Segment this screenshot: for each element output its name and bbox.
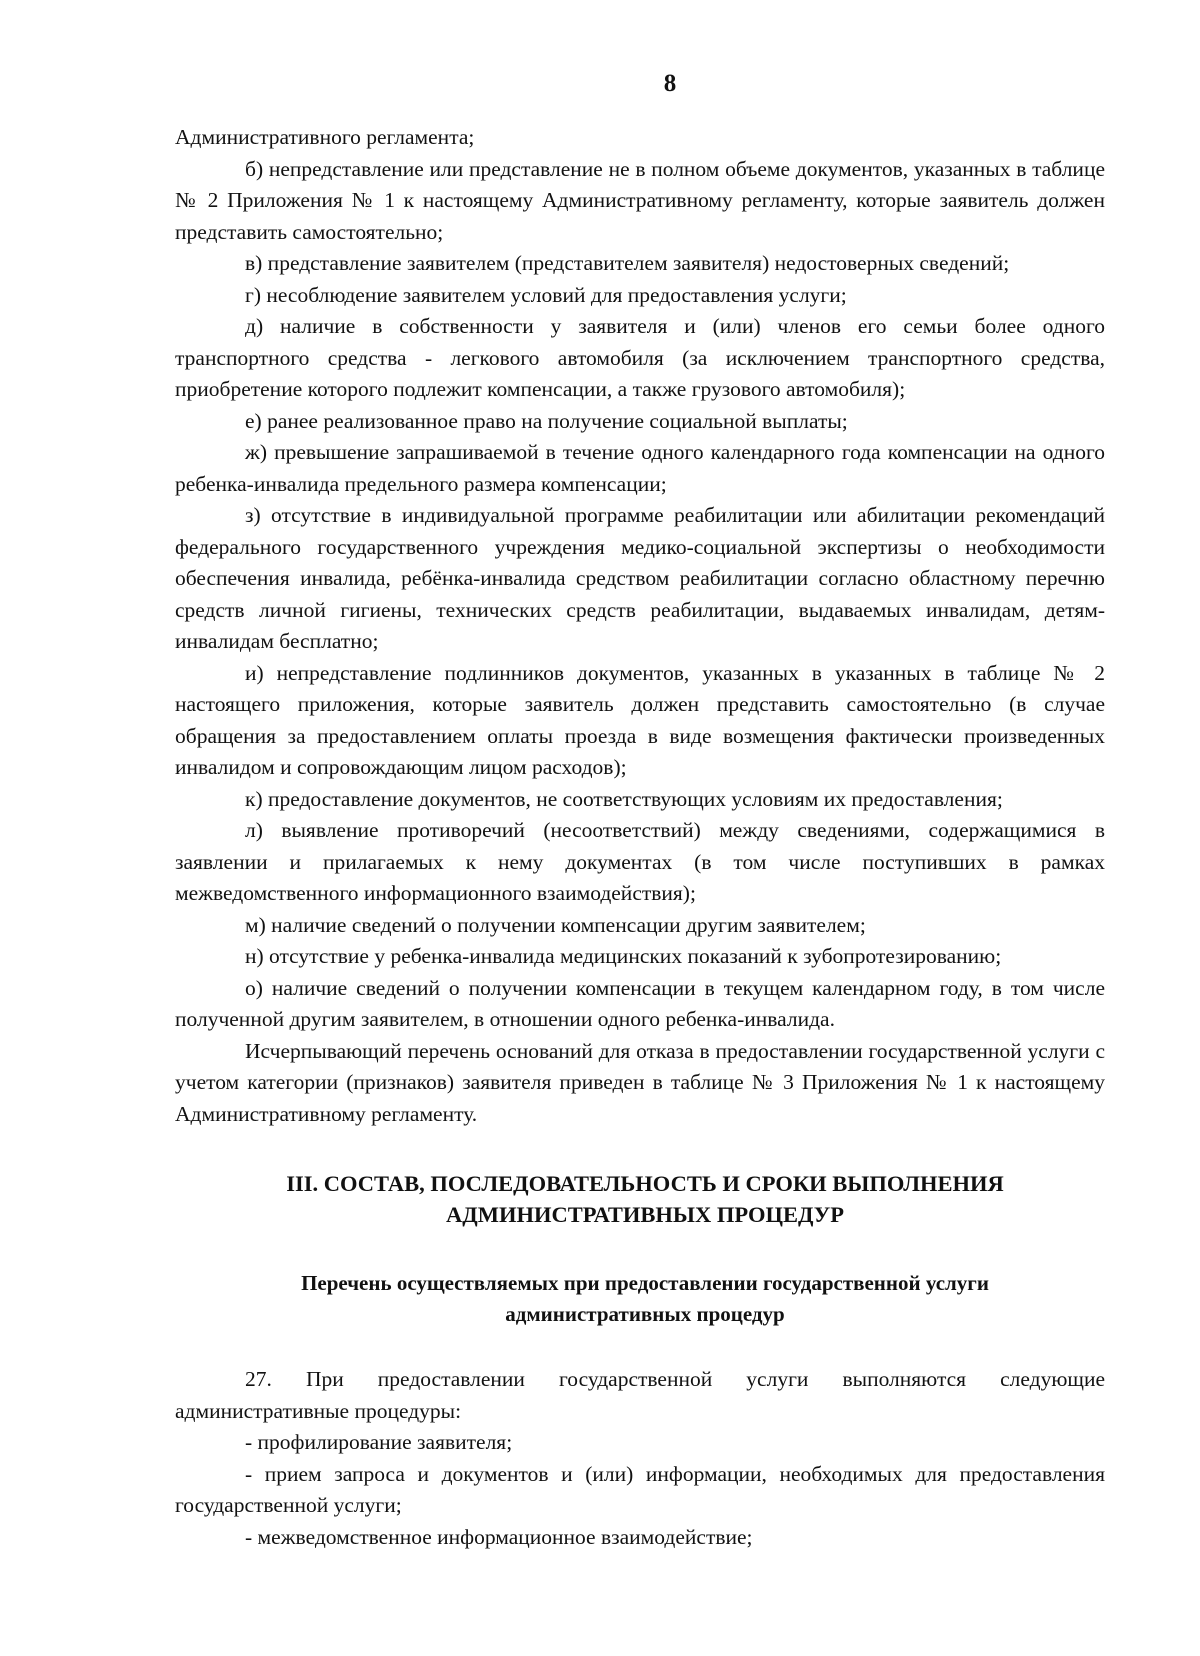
paragraph: л) выявление противоречий (несоответствий) между сведениями, содержащимися в заявлении и прилагаемых к нему документах (в том числе поступивших в рамках межведомственного информационного взаимодействия); [175, 818, 1105, 905]
paragraph: 27. При предоставлении государственной услуги выполняются следующие административные процедуры: [175, 1367, 1105, 1423]
paragraph: г) несоблюдение заявителем условий для предоставления услуги; [245, 282, 847, 307]
paragraph: з) отсутствие в индивидуальной программе реабилитации или абилитации рекомендаций федерального государственного учреждения медико-социальной экспертизы о необходимости обеспечения инвалида, ребёнка-инвалида средством реабилитации согласно областному перечню средств личной гигиены, технических средств реабилитации, выдаваемых инвалидам, детям-инвалидам бесплатно; [175, 503, 1105, 653]
paragraph: о) наличие сведений о получении компенсации в текущем календарном году, в том числе полученной другим заявителем, в отношении одного ребенка-инвалида. [175, 975, 1105, 1031]
paragraph: и) непредставление подлинников документов, указанных в указанных в таблице № 2 настоящего приложения, которые заявитель должен представить самостоятельно (в случае обращения за предоставлением оплаты проезда в виде возмещения фактически произведенных инвалидом и сопровождающим лицом расходов); [175, 660, 1105, 779]
paragraph: д) наличие в собственности у заявителя и (или) членов его семьи более одного транспортного средства - легкового автомобиля (за исключением транспортного средства, приобретение которого подлежит компенсации, а также грузового автомобиля); [175, 314, 1105, 401]
paragraphs-bottom [175, 1364, 1105, 1553]
subsection-heading [175, 1268, 1105, 1330]
paragraph: Исчерпывающий перечень оснований для отказа в предоставлении государственной услуги с учетом категории (признаков) заявителя приведен в таблице № 3 Приложения № 1 к настоящему Административному регламенту. [175, 1038, 1105, 1126]
paragraph: - межведомственное информационное взаимодействие; [245, 1524, 753, 1549]
page-number: 8 [663, 70, 677, 97]
paragraph: в) представление заявителем (представителем заявителя) недостоверных сведений; [245, 251, 1010, 275]
subsection-heading-line-2: административных процедур [505, 1302, 785, 1326]
paragraph: Административного регламента; [175, 125, 475, 149]
paragraph: ж) превышение запрашиваемой в течение одного календарного года компенсации на одного ребенка-инвалида предельного размера компенсации; [175, 440, 1105, 496]
paragraph: е) ранее реализованное право на получение социальной выплаты; [245, 408, 848, 433]
paragraphs-top [175, 122, 1105, 1130]
section-heading-line-1: III. СОСТАВ, ПОСЛЕДОВАТЕЛЬНОСТЬ И СРОКИ ВЫПОЛНЕНИЯ [286, 1171, 1004, 1196]
paragraph: - профилирование заявителя; [245, 1430, 513, 1454]
paragraph: - прием запроса и документов и (или) информации, необходимых для предоставления государственной услуги; [175, 1461, 1105, 1517]
section-heading [175, 1168, 1105, 1230]
paragraph: м) наличие сведений о получении компенсации другим заявителем; [245, 912, 866, 937]
paragraph: б) непредставление или представление не в полном объеме документов, указанных в таблице № 2 Приложения № 1 к настоящему Административному регламенту, которые заявитель должен представить самостоятельно; [175, 156, 1105, 244]
section-heading-line-2: АДМИНИСТРАТИВНЫХ ПРОЦЕДУР [446, 1202, 844, 1227]
paragraph: н) отсутствие у ребенка-инвалида медицинских показаний к зубопротезированию; [245, 944, 1002, 968]
paragraph: к) предоставление документов, не соответствующих условиям их предоставления; [245, 786, 1003, 811]
subsection-heading-line-1: Перечень осуществляемых при предоставлении государственной услуги [301, 1271, 989, 1295]
